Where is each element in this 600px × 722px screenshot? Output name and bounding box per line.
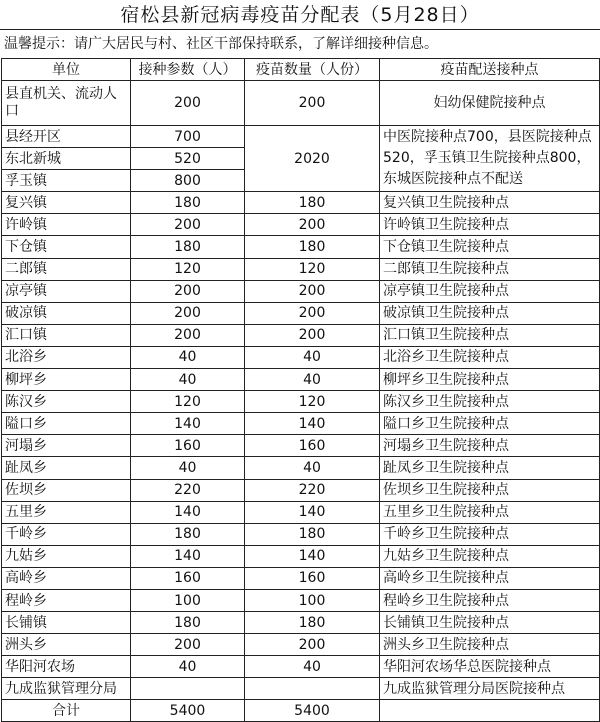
unit-cell: 千岭乡 [2, 523, 131, 545]
unit-cell: 下仓镇 [2, 236, 131, 258]
site-cell: 隘口乡卫生院接种点 [380, 413, 600, 435]
table-row [2, 81, 600, 126]
table-row [2, 258, 600, 280]
doses-cell: 200 [245, 324, 380, 346]
unit-cell: 汇口镇 [2, 324, 131, 346]
doses-cell: 120 [245, 258, 380, 280]
table-row [2, 236, 600, 258]
table-row [2, 435, 600, 457]
doses-cell: 200 [245, 214, 380, 236]
doses-cell: 40 [245, 369, 380, 391]
site-cell: 华阳河农场华总医院接种点 [380, 656, 600, 678]
people-cell: 220 [131, 479, 245, 501]
doses-cell: 180 [245, 612, 380, 634]
unit-cell: 程岭乡 [2, 589, 131, 611]
site-cell: 高岭乡卫生院接种点 [380, 567, 600, 589]
people-cell: 160 [131, 567, 245, 589]
doses-cell: 180 [245, 523, 380, 545]
site-cell: 千岭乡卫生院接种点 [380, 523, 600, 545]
site-cell: 长铺镇卫生院接种点 [380, 612, 600, 634]
people-cell: 200 [131, 634, 245, 656]
site-cell-merged: 中医院接种点700，县医院接种点520，孚玉镇卫生院接种点800，东城医院接种点不配送 [380, 126, 600, 192]
doses-cell: 180 [245, 236, 380, 258]
people-cell: 800 [131, 170, 245, 192]
unit-cell: 复兴镇 [2, 192, 131, 214]
unit-cell: 五里乡 [2, 501, 131, 523]
header-site: 疫苗配送接种点 [380, 59, 600, 81]
doses-cell: 200 [245, 280, 380, 302]
header-people: 接种参数（人） [131, 59, 245, 81]
doses-cell: 140 [245, 545, 380, 567]
site-cell: 妇幼保健院接种点 [380, 81, 600, 126]
table-row [2, 346, 600, 368]
site-cell: 破凉镇卫生院接种点 [380, 302, 600, 324]
unit-cell: 高岭乡 [2, 567, 131, 589]
table-row [2, 656, 600, 678]
site-cell: 趾凤乡卫生院接种点 [380, 457, 600, 479]
table-row [2, 678, 600, 700]
unit-cell: 佐坝乡 [2, 479, 131, 501]
unit-cell: 隘口乡 [2, 413, 131, 435]
unit-cell: 县经开区 [2, 126, 131, 148]
people-cell: 200 [131, 214, 245, 236]
table-row [2, 523, 600, 545]
unit-cell: 九成监狱管理分局 [2, 678, 131, 700]
table-row [2, 192, 600, 214]
unit-cell: 陈汉乡 [2, 391, 131, 413]
doses-cell: 140 [245, 413, 380, 435]
table-row [2, 126, 600, 148]
doses-cell: 160 [245, 435, 380, 457]
people-cell: 40 [131, 369, 245, 391]
unit-cell: 柳坪乡 [2, 369, 131, 391]
site-cell: 北浴乡卫生院接种点 [380, 346, 600, 368]
total-site [380, 700, 600, 722]
site-cell: 程岭乡卫生院接种点 [380, 589, 600, 611]
doses-cell [245, 678, 380, 700]
table-row [2, 501, 600, 523]
site-cell: 凉亭镇卫生院接种点 [380, 280, 600, 302]
total-label: 合计 [2, 700, 131, 722]
people-cell: 180 [131, 612, 245, 634]
unit-cell: 九姑乡 [2, 545, 131, 567]
table-row [2, 479, 600, 501]
people-cell: 140 [131, 501, 245, 523]
people-cell: 520 [131, 148, 245, 170]
total-doses: 5400 [245, 700, 380, 722]
header-unit: 单位 [2, 59, 131, 81]
unit-cell: 东北新城 [2, 148, 131, 170]
site-cell: 汇口镇卫生院接种点 [380, 324, 600, 346]
people-cell: 180 [131, 192, 245, 214]
notice-text: 温馨提示：请广大居民与村、社区干部保持联系，了解详细接种信息。 [4, 36, 438, 52]
doses-cell: 180 [245, 192, 380, 214]
unit-cell: 北浴乡 [2, 346, 131, 368]
site-cell: 五里乡卫生院接种点 [380, 501, 600, 523]
table-row [2, 369, 600, 391]
site-cell: 九姑乡卫生院接种点 [380, 545, 600, 567]
people-cell: 40 [131, 346, 245, 368]
site-cell: 柳坪乡卫生院接种点 [380, 369, 600, 391]
doses-cell: 40 [245, 457, 380, 479]
doses-cell: 200 [245, 634, 380, 656]
people-cell: 120 [131, 391, 245, 413]
site-cell: 九成监狱管理分局医院接种点 [380, 678, 600, 700]
unit-cell: 洲头乡 [2, 634, 131, 656]
people-cell: 200 [131, 280, 245, 302]
doses-cell: 40 [245, 656, 380, 678]
page-title: 宿松县新冠病毒疫苗分配表（5月28日） [0, 0, 600, 30]
people-cell: 140 [131, 413, 245, 435]
unit-cell: 二郎镇 [2, 258, 131, 280]
unit-cell: 华阳河农场 [2, 656, 131, 678]
site-cell: 佐坝乡卫生院接种点 [380, 479, 600, 501]
unit-cell: 孚玉镇 [2, 170, 131, 192]
doses-cell: 100 [245, 589, 380, 611]
unit-cell: 破凉镇 [2, 302, 131, 324]
site-cell: 河塌乡卫生院接种点 [380, 435, 600, 457]
table-row [2, 302, 600, 324]
site-cell: 陈汉乡卫生院接种点 [380, 391, 600, 413]
doses-cell-merged: 2020 [245, 126, 380, 192]
people-cell: 200 [131, 324, 245, 346]
people-cell: 40 [131, 457, 245, 479]
table-row [2, 391, 600, 413]
site-cell: 二郎镇卫生院接种点 [380, 258, 600, 280]
table-row [2, 413, 600, 435]
people-cell: 200 [131, 81, 245, 126]
unit-cell: 河塌乡 [2, 435, 131, 457]
total-row [2, 700, 600, 722]
doses-cell: 120 [245, 391, 380, 413]
people-cell: 100 [131, 589, 245, 611]
table-row [2, 567, 600, 589]
table-row [2, 612, 600, 634]
table-row [2, 545, 600, 567]
site-cell: 复兴镇卫生院接种点 [380, 192, 600, 214]
unit-cell: 凉亭镇 [2, 280, 131, 302]
doses-cell: 140 [245, 501, 380, 523]
unit-cell: 许岭镇 [2, 214, 131, 236]
people-cell: 40 [131, 656, 245, 678]
people-cell: 140 [131, 545, 245, 567]
unit-cell: 趾凤乡 [2, 457, 131, 479]
site-cell: 许岭镇卫生院接种点 [380, 214, 600, 236]
table-header-row [2, 59, 600, 81]
doses-cell: 200 [245, 81, 380, 126]
people-cell: 180 [131, 523, 245, 545]
people-cell [131, 678, 245, 700]
vaccine-allocation-table [1, 58, 600, 722]
site-cell: 下仓镇卫生院接种点 [380, 236, 600, 258]
doses-cell: 40 [245, 346, 380, 368]
table-row [2, 589, 600, 611]
people-cell: 180 [131, 236, 245, 258]
people-cell: 200 [131, 302, 245, 324]
table-row [2, 280, 600, 302]
table-row [2, 457, 600, 479]
people-cell: 160 [131, 435, 245, 457]
table-row [2, 324, 600, 346]
site-cell: 洲头乡卫生院接种点 [380, 634, 600, 656]
doses-cell: 220 [245, 479, 380, 501]
people-cell: 120 [131, 258, 245, 280]
unit-cell: 长铺镇 [2, 612, 131, 634]
doses-cell: 200 [245, 302, 380, 324]
header-doses: 疫苗数量（人份） [245, 59, 380, 81]
unit-cell: 县直机关、流动人口 [2, 81, 131, 126]
people-cell: 700 [131, 126, 245, 148]
table-row [2, 214, 600, 236]
total-people: 5400 [131, 700, 245, 722]
doses-cell: 160 [245, 567, 380, 589]
table-row [2, 634, 600, 656]
